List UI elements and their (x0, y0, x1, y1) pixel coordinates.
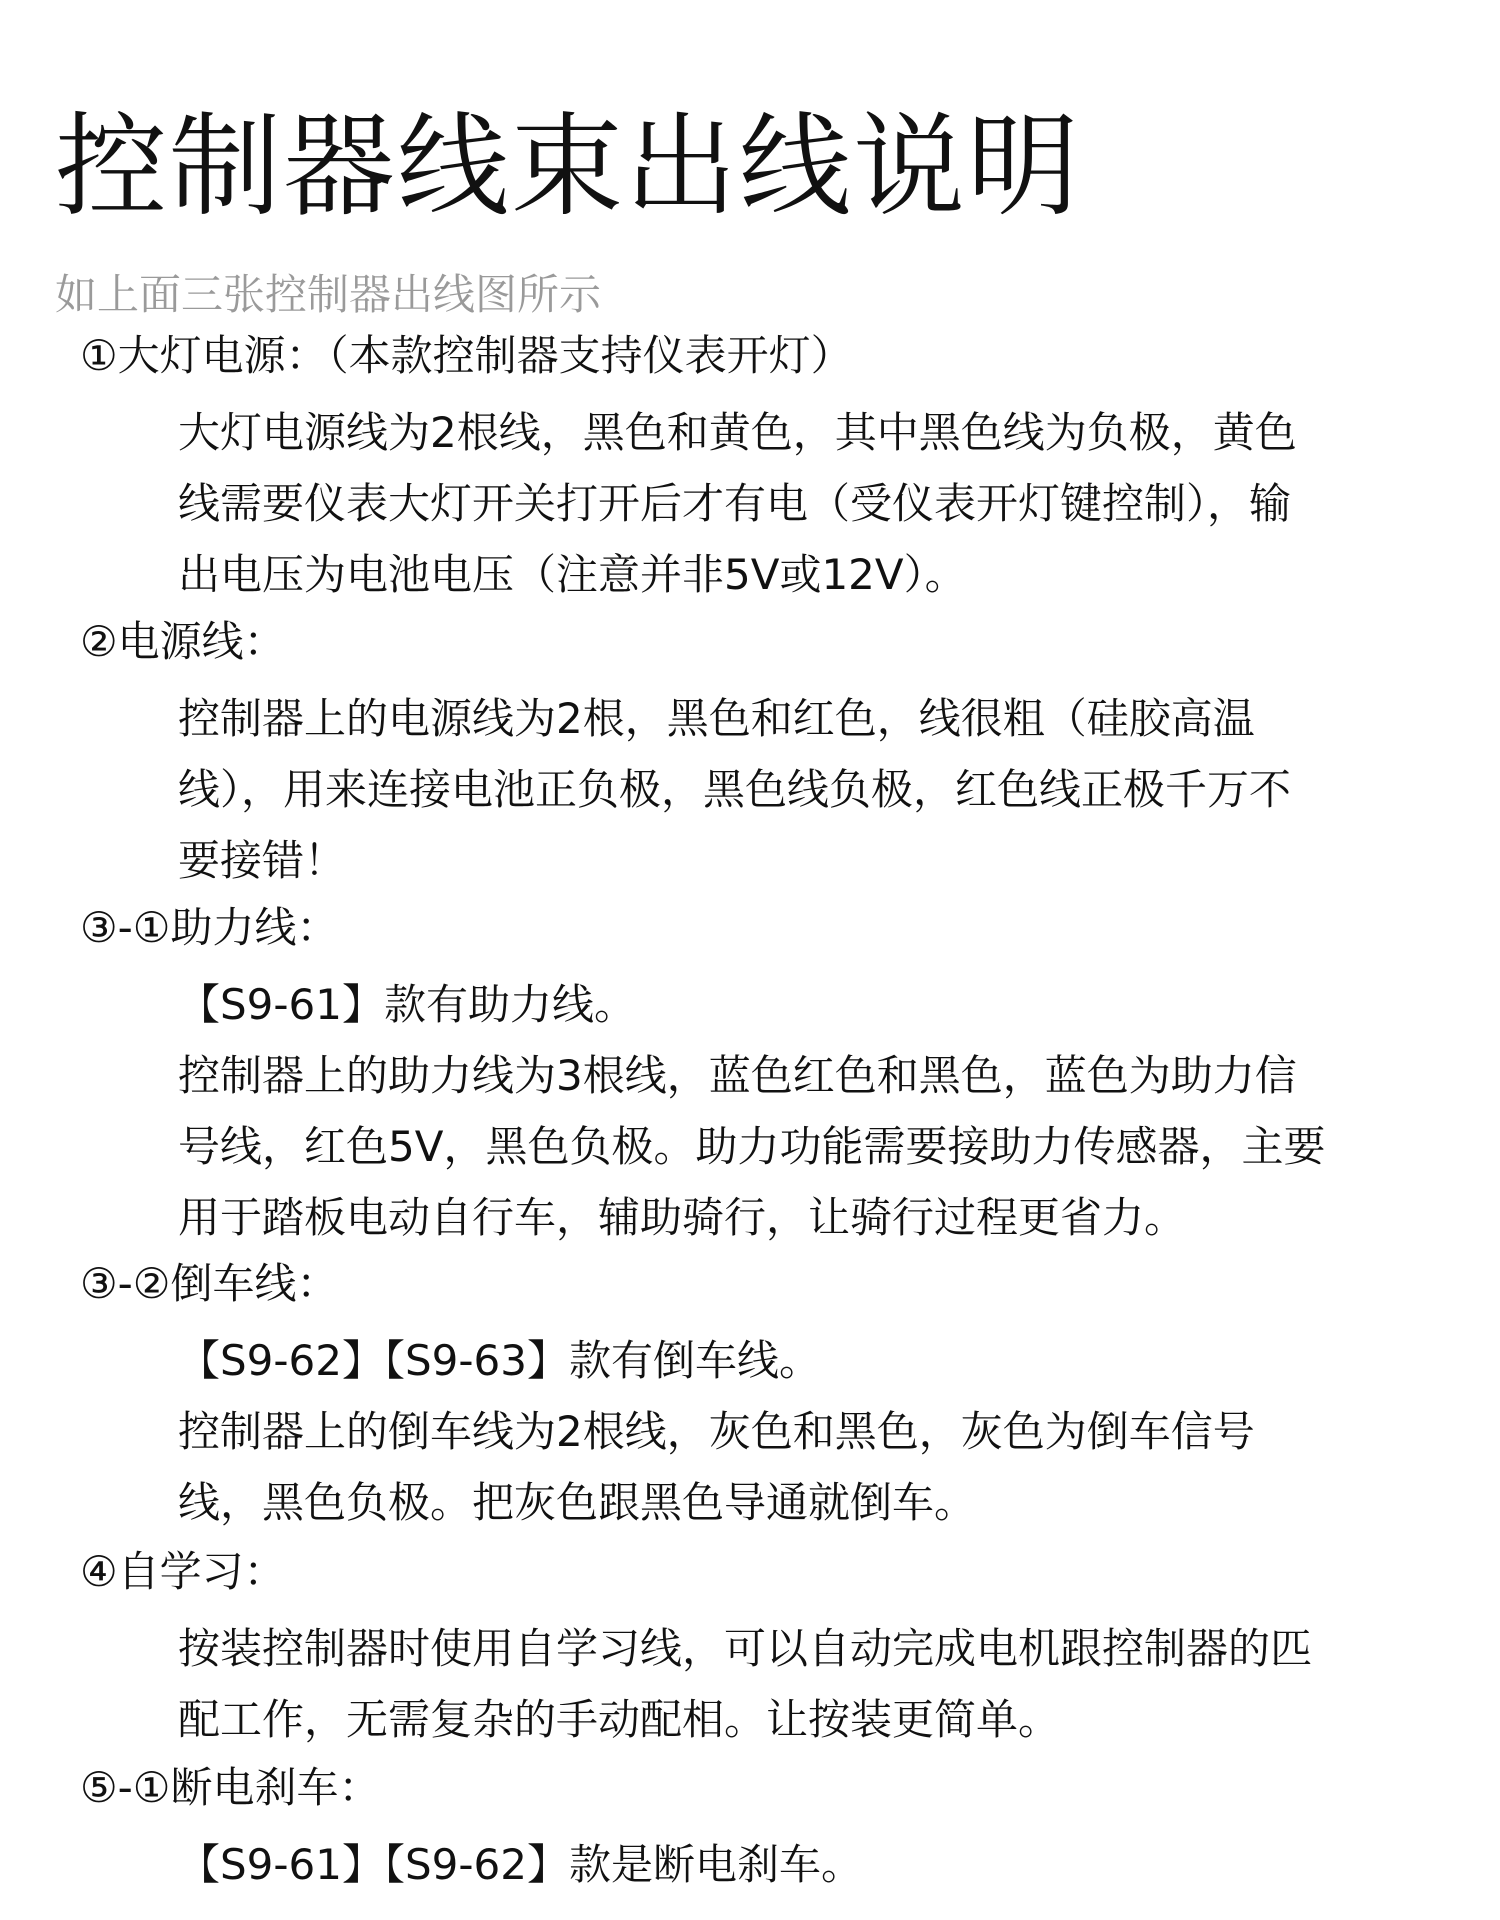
body-line: 【S9-61】款有助力线。 (178, 980, 636, 1029)
section-heading-headlight-power: ①大灯电源：（本款控制器支持仪表开灯） (80, 331, 853, 380)
body-line: 控制器上的电源线为2根，黑色和红色，线很粗（硅胶高温 (178, 694, 1255, 743)
section-heading-reverse-line: ③-②倒车线： (80, 1259, 339, 1308)
body-line: 控制器上的助力线为3根线，蓝色红色和黑色，蓝色为助力信 (178, 1051, 1297, 1100)
section-body-self-learning (178, 1613, 1478, 1755)
body-line: 控制器上的倒车线为2根线，灰色和黑色，灰色为倒车信号 (178, 1407, 1255, 1456)
body-line: 用于踏板电动自行车，辅助骑行，让骑行过程更省力。 (178, 1193, 1187, 1242)
section-body-headlight-power (178, 397, 1478, 610)
section-heading-power-cut-brake: ⑤-①断电刹车： (80, 1763, 381, 1812)
body-line: 线），用来连接电池正负极，黑色线负极，红色线正极千万不 (178, 765, 1292, 814)
body-line: 要接错！ (178, 836, 347, 885)
body-line: 大灯电源线为2根线，黑色和黄色，其中黑色线为负极，黄色 (178, 408, 1297, 457)
section-heading-power-line: ②电源线： (80, 617, 286, 666)
body-line: 号线，红色5V，黑色负极。助力功能需要接助力传感器，主要 (178, 1122, 1326, 1171)
body-line: 【S9-61】【S9-62】款是断电刹车。 (178, 1840, 863, 1889)
body-line: 线，黑色负极。把灰色跟黑色导通就倒车。 (178, 1478, 977, 1527)
body-line: 【S9-62】【S9-63】款有倒车线。 (178, 1336, 821, 1385)
body-line: 线需要仪表大灯开关打开后才有电（受仪表开灯键控制），输 (178, 479, 1292, 528)
body-line: 出电压为电池电压（注意并非5V或12V）。 (178, 550, 967, 599)
section-body-assist-line (178, 969, 1478, 1253)
section-body-reverse-line (178, 1325, 1478, 1538)
body-line: 按装控制器时使用自学习线，可以自动完成电机跟控制器的匹 (178, 1624, 1313, 1673)
section-heading-assist-line: ③-①助力线： (80, 903, 339, 952)
body-line: 配工作，无需复杂的手动配相。让按装更简单。 (178, 1695, 1061, 1744)
section-body-power-line (178, 683, 1478, 896)
document-title: 控制器线束出线说明 (55, 102, 1081, 232)
section-heading-self-learning: ④自学习： (80, 1547, 286, 1596)
section-body-power-cut-brake (178, 1829, 1478, 1900)
intro-text: 如上面三张控制器出线图所示 (55, 270, 602, 319)
